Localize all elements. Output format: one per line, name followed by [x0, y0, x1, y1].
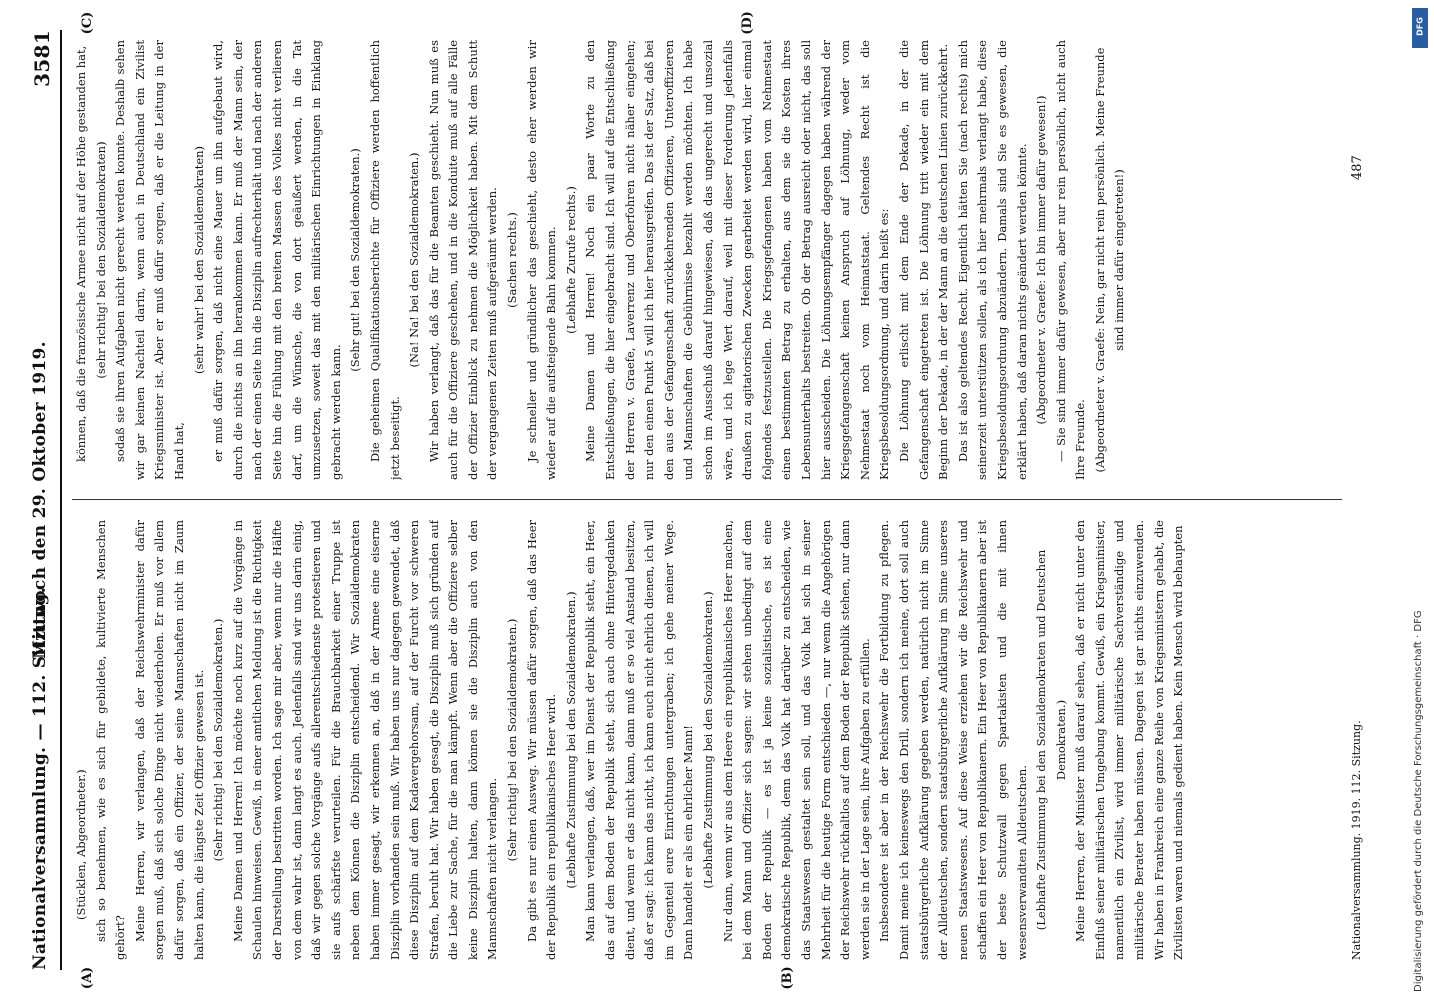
left-column-paragraph: Meine Herren, wir verlangen, daß der Reichswehrminister dafür sorgen muß, daß sich solche Dinge nicht wiederholen. Er muß vor allem dafür sorgen, daß ein Offizier, der seine Mannschaften nicht im Zaum halten kann, die längste Zeit Offizier gewesen ist. — [132, 520, 206, 960]
dfg-logo-text: DFG — [1415, 17, 1425, 36]
right-column-paragraph: Je schneller und gründlicher das geschieht, desto eher werden wir wieder auf die aufsteigende Bahn kommen. — [524, 40, 559, 480]
footer-signature: Nationalversammlung. 1919. 112. Sitzung. — [1350, 720, 1363, 960]
left-column-paragraph: Insbesondere ist aber in der Reichswehr die Fortbildung zu pflegen. Damit meine ich keineswegs den Drill, sondern ich meine, dort soll auch staatsbürgerliche Aufklärung gegeben werden, natürlich nicht im Sinne der Alldeutschen, sondern staatsbürgerliche Aufklärung im Sinne unseres neuen Staatswesens. Auf diese Weise erziehen wir die Reichswehr und schaffen ein Heer von Republikanern. Ein Heer von Republikanern aber ist der beste Schutzwall gegen Spartakisten und die mit ihnen wesensverwandten Alldeutschen. — [877, 520, 1029, 960]
right-column-paragraph: er muß dafür sorgen, daß nicht eine Mauer um ihn aufgebaut wird, durch die nichts an ihn herankommen kann. Er muß der Mann sein, der nach der einen Seite hin die Disziplin aufrechterhält und nach der anderen Seite hin die Fühlung mit den breiten Massen des Volkes nicht verlieren darf, um die Wünsche, die von dort geäußert werden, in die Tat umzusetzen, soweit das mit den militärischen Einrichtungen in Einklang gebracht werden kann. — [211, 40, 343, 480]
side-note — [1406, 8, 1432, 992]
right-column-paragraph: Wir haben verlangt, daß das für die Beamten geschieht. Nun muß es auch für die Offiziere geschehen, und in die Konduite muß auf alle Fälle der Offizier Einblick zu nehmen die Möglichkeit haben. Mit dem Schutt der vergangenen Zeiten muß aufgeräumt werden. — [426, 40, 500, 480]
right-column-paragraph: (Abgeordneter v. Graefe: Nein, gar nicht rein persönlich. Meine Freunde sind immer dafür eingetreten!) — [1092, 47, 1127, 473]
right-column-paragraph: sodaß sie ihren Aufgaben nicht gerecht werden konnte. Deshalb sehen wir gar keinen Nachteil darin, wenn auch in Deutschland ein Zivilist Kriegsminister ist. Aber er muß dafür sorgen, daß er die Leitung in der Hand hat, — [113, 40, 186, 480]
left-column-paragraph: (Sehr richtig! bei den Sozialdemokraten.) — [211, 618, 226, 862]
right-column-paragraph: (sehr richtig! bei den Sozialdemokraten) — [93, 141, 108, 379]
left-column-paragraph: (Lebhafte Zustimmung bei den Sozialdemokraten und Deutschen Demokraten.) — [1034, 549, 1068, 931]
left-column-paragraph: (Lebhafte Zustimmung bei den Sozialdemokraten.) — [701, 591, 715, 889]
right-column-paragraph: (Na! Na! bei den Sozialdemokraten.) — [407, 152, 422, 368]
margin-marker-c: (C) — [80, 11, 95, 35]
left-column-paragraph: Man kann verlangen, daß, wer im Dienst der Republik steht, ein Heer, das auf dem Boden der Republik steht, sich auch ohne Hintergedanken dient, und wenn er das nicht kann, dann muß er so viel Anstand besitzen, daß er sagt: ich kann das nicht, ich kann euch nicht ehrlich dienen, ich will im Gegenteil eure Einrichtungen untergraben; ich gehe meiner Wege. Dann handelt er als ein ehrlicher Mann! — [583, 520, 696, 960]
left-column-paragraph: sich so benehmen, wie es sich für gebildete, kultivierte Menschen gehört? — [93, 520, 128, 960]
left-column-paragraph: (Sehr richtig! bei den Sozialdemokraten.) — [505, 618, 520, 862]
left-column-paragraph: Nur dann, wenn wir aus dem Heere ein republikanisches Heer machen, bei dem Mann und Offizier sich sagen: wir stehen unbedingt auf dem Boden der Republik — es ist ja keine sozialistische, es ist eine demokratische Republik, denn das Volk hat darüber zu entscheiden, wie das Staatswesen gestaltet sein soll, und das Volk hat sich in seiner Mehrheit für die heutige Form entschieden —, nur wenn die Angehörigen der Reichswehr rückhaltlos auf dem Boden der Republik stehen, nur dann werden sie in der Lage sein, ihre Aufgaben zu erfüllen. — [720, 520, 872, 960]
right-column-paragraph: (Lebhafte Zurufe rechts.) — [563, 186, 578, 334]
margin-marker-d: (D) — [740, 11, 755, 35]
right-column-paragraph: (Sachen rechts.) — [505, 212, 520, 308]
right-column-paragraph: (Sehr gut! bei den Sozialdemokraten.) — [348, 148, 363, 372]
page-number: 3581 — [30, 30, 54, 87]
header-center: Mittwoch den 29. Oktober 1919. — [30, 341, 50, 659]
side-note-text: Digitalisierung gefördert durch die Deutsche Forschungsgemeinschaft · DFG — [1413, 610, 1424, 992]
right-column-paragraph: Das ist also geltendes Recht. Eigentlich hätten Sie (nach rechts) mich seinerzeit unterstützen sollen, als ich hier mehrmals verlangt habe, diese Kriegsbesoldungsordnung abzuändern. Damals sind Sie es gewesen, die erklärt haben, daß daran nichts geändert werden könnte. — [955, 40, 1029, 480]
dfg-logo — [1412, 8, 1428, 48]
rotated-page — [20, 0, 1400, 1000]
left-column-paragraph: Meine Herren, der Minister muß darauf sehen, daß er nicht unter den Einfluß seiner militärischen Umgebung kommt. Gewiß, ein Kriegsminister, namentlich ein Zivilist, wird immer militärische Sachverständige und militärische Berater haben müssen. Dagegen ist gar nichts einzuwenden. Wir haben in Frankreich eine ganze Reihe von Kriegsministern gehabt, die Zivilisten waren und niemals gedient haben. Kein Mensch wird behaupten — [1073, 520, 1186, 960]
header-left: Nationalversammlung. — 112. Sitzung. — [30, 587, 50, 970]
left-column-paragraph: (Stücklen, Abgeordneter.) — [74, 769, 88, 920]
left-column-paragraph: Meine Damen und Herren! Ich möchte noch kurz auf die Vorgänge in Schaulen hinweisen. Gewiß, in einer amtlichen Meldung ist die Richtigkeit der Darstellung bestritten worden. Ich sage mir aber, wenn nur die Hälfte von dem wahr ist, dann langt es auch. Jedenfalls sind wir uns darin einig, daß wir gegen solche Vorgänge aufs allerentschiedenste protestieren und sie aufs schärfste verurteilen. Für die Brauchbarkeit einer Truppe ist neben dem Können die Disziplin entscheidend. Wir Sozialdemokraten haben immer gesagt, wir erkennen an, daß in der Armee eine eiserne Disziplin vorhanden sein muß. Wir haben uns nur dagegen gewendet, daß diese Disziplin auf dem Kadavergehorsam, auf der Furcht vor schweren Strafen, beruht hat. Wir haben gesagt, die Disziplin muß sich gründen auf die Liebe zur Sache, für die man kämpft. Wenn aber die Offiziere selber keine Disziplin halten, dann können sie die Disziplin auch von den Mannschaften nicht verlangen. — [230, 520, 500, 960]
margin-marker-a: (A) — [80, 966, 95, 990]
column-divider — [72, 499, 1342, 500]
left-column-paragraph: (Lebhafte Zustimmung bei den Sozialdemokraten.) — [563, 591, 578, 889]
right-column-paragraph: (sehr wahr! bei den Sozialdemokraten) — [191, 145, 206, 375]
margin-marker-b: (B) — [780, 966, 795, 990]
right-column-paragraph: Meine Damen und Herren! Noch ein paar Worte zu den Entschließungen, die hier eingebracht sind. Ich will auf die Entschließung der Herren v. Graefe, Laverrenz und Oberfohren nicht näher eingehen; nur den einen Punkt 5 will ich hier herausgreifen. Das ist der Satz, daß bei den aus der Gefangenschaft zurückkehrenden Offizieren, Unteroffizieren und Mannschaften die Gebührnisse bezahlt werden möchten. Ich habe schon im Ausschuß darauf hingewiesen, daß das ungerecht und unsozial wäre, und ich lege Wert darauf, weil mit dieser Forderung jedenfalls draußen zu agitatorischen Zwecken gearbeitet werden wird, hier einmal folgendes festzustellen. Die Kriegsgefangenen haben vom Nehmestaat einen bestimmten Betrag zu erhalten, aus dem sie die Kosten ihres Lebensunterhalts bestreiten. Ob der Betrag ausreicht oder nicht, das soll hier ausscheiden. Die Löhnungsempfänger dagegen haben während der Kriegsgefangenschaft keinen Anspruch auf Löhnung, weder vom Nehmestaat noch vom Heimatstaat. Geltendes Recht ist die Kriegsbesoldungsordnung, und darin heißt es: — [583, 40, 892, 480]
footer-page-number: 487 — [1350, 155, 1365, 180]
left-column — [72, 520, 1342, 960]
page-header — [26, 30, 62, 970]
right-column-paragraph: Die Löhnung erlischt mit dem Ende der Dekade, in der die Gefangenschaft eingetreten ist. Die Löhnung tritt wieder ein mit dem Beginn der Dekade, in der der Mann an die deutschen Linien zurückkehrt. — [896, 40, 951, 480]
right-column-paragraph: — Sie sind immer dafür gewesen, aber nur rein persönlich, nicht auch Ihre Freunde. — [1053, 40, 1088, 480]
left-column-paragraph: Da gibt es nur einen Ausweg. Wir müssen dafür sorgen, daß das Heer der Republik ein republikanisches Heer wird. — [524, 520, 559, 960]
right-column-paragraph: (Abgeordneter v. Graefe: Ich bin immer dafür gewesen!) — [1034, 95, 1049, 425]
right-column-paragraph: können, daß die französische Armee nicht auf der Höhe gestanden hat, — [74, 45, 88, 462]
right-column-paragraph: Die geheimen Qualifikationsberichte für Offiziere werden hoffentlich jetzt beseitigt. — [367, 40, 402, 480]
right-column — [72, 40, 1342, 480]
